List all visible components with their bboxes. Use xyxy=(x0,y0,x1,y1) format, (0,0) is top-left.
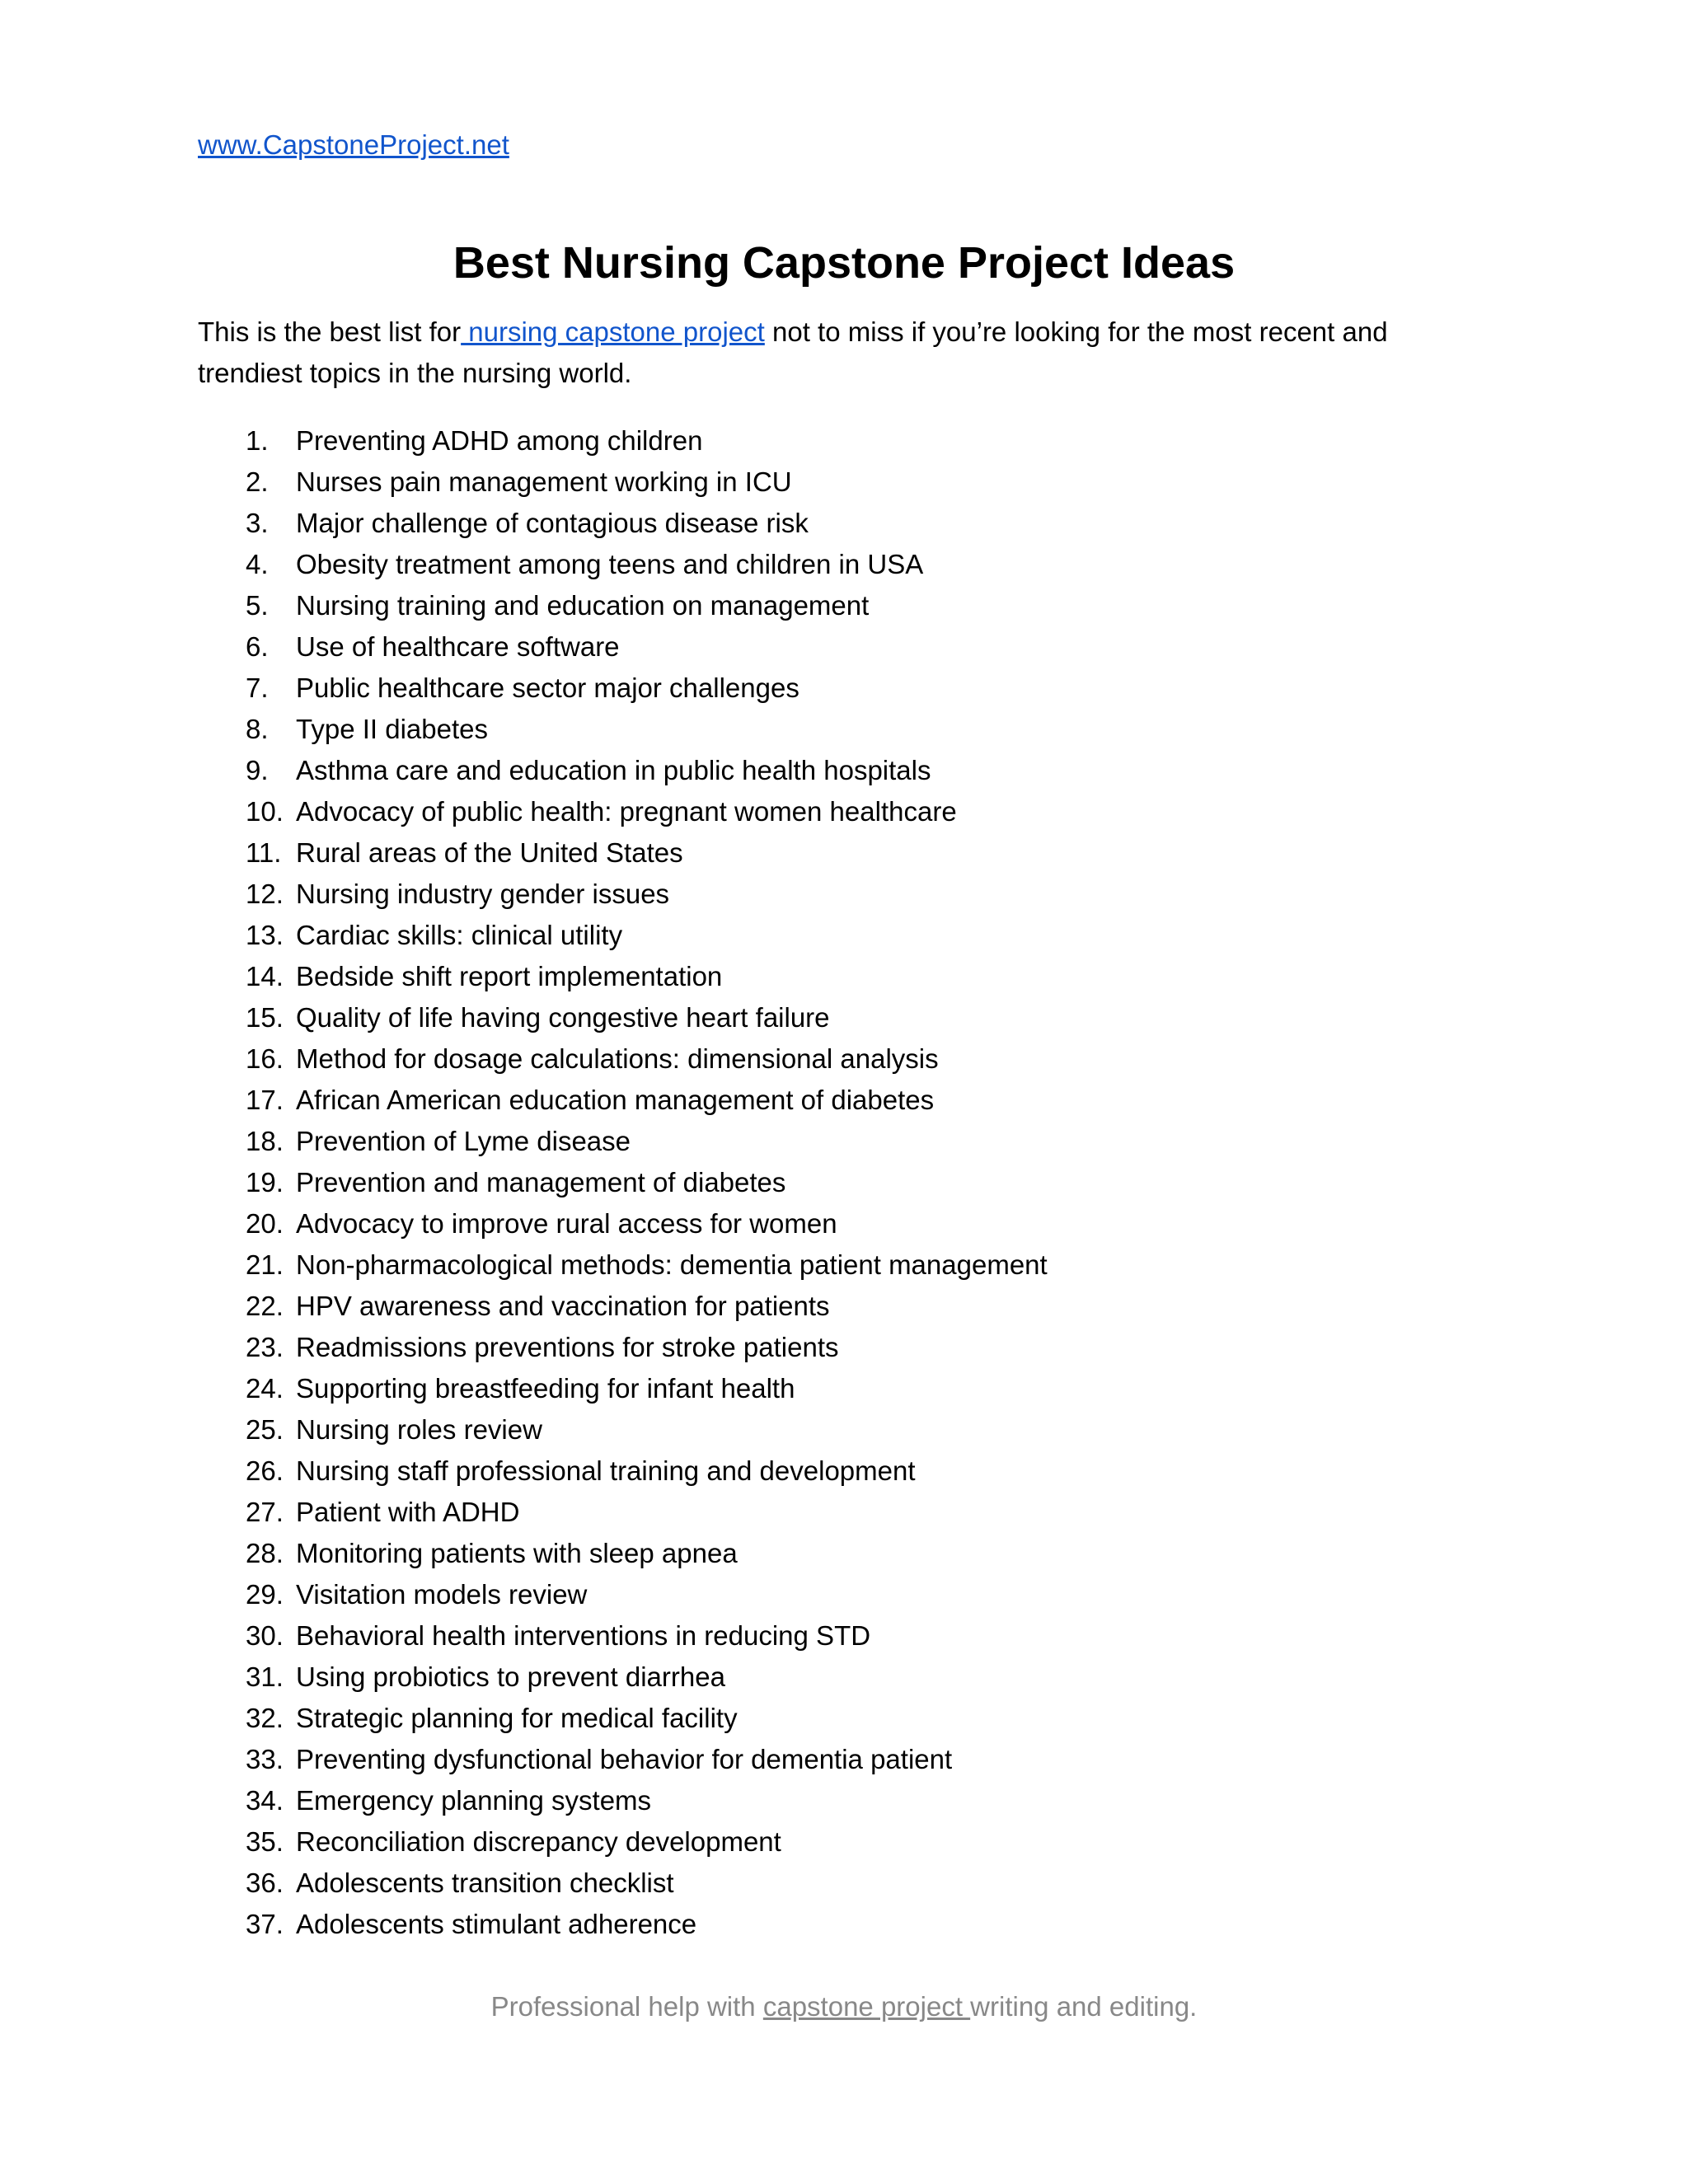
list-item-text: Patient with ADHD xyxy=(296,1497,520,1527)
footer-text-before: Professional help with xyxy=(490,1991,763,2022)
list-item-text: African American education management of diabetes xyxy=(296,1085,935,1115)
list-item-text: Supporting breastfeeding for infant health xyxy=(296,1373,795,1404)
list-item-number: 31. xyxy=(246,1661,284,1692)
list-item-number: 23. xyxy=(246,1332,284,1362)
intro-paragraph xyxy=(198,312,1484,394)
list-item-number: 2. xyxy=(246,466,269,497)
list-item-text: Using probiotics to prevent diarrhea xyxy=(296,1661,725,1692)
list-item-text: Strategic planning for medical facility xyxy=(296,1703,738,1733)
list-item-text: Adolescents transition checklist xyxy=(296,1868,674,1898)
list-item-text: Prevention and management of diabetes xyxy=(296,1167,786,1197)
list-item-number: 37. xyxy=(246,1909,284,1939)
list-item-text: Nursing training and education on management xyxy=(296,590,870,621)
list-item-number: 18. xyxy=(246,1126,284,1156)
list-item-text: Major challenge of contagious disease risk xyxy=(296,508,809,538)
list-item-number: 33. xyxy=(246,1744,284,1774)
footer-text-after: writing and editing. xyxy=(970,1991,1198,2022)
list-item-number: 36. xyxy=(246,1868,284,1898)
list-item-number: 25. xyxy=(246,1414,284,1445)
list-item-number: 10. xyxy=(246,796,284,827)
list-item-text: Adolescents stimulant adherence xyxy=(296,1909,697,1939)
list-item-number: 26. xyxy=(246,1455,284,1486)
list-item-number: 5. xyxy=(246,590,269,621)
list-item-number: 11. xyxy=(246,837,282,868)
list-item-text: Prevention of Lyme disease xyxy=(296,1126,631,1156)
list-item-text: HPV awareness and vaccination for patients xyxy=(296,1291,830,1321)
list-item-number: 7. xyxy=(246,673,269,703)
list-item-text: Nursing staff professional training and development xyxy=(296,1455,916,1486)
list-item-number: 29. xyxy=(246,1579,284,1610)
list-item-number: 27. xyxy=(246,1497,284,1527)
list-item-text: Monitoring patients with sleep apnea xyxy=(296,1538,738,1568)
list-item-text: Public healthcare sector major challenges xyxy=(296,673,799,703)
list-item-number: 19. xyxy=(246,1167,284,1197)
list-item-text: Nursing industry gender issues xyxy=(296,879,670,909)
list-item-number: 1. xyxy=(246,425,269,456)
page-title: Best Nursing Capstone Project Ideas xyxy=(452,238,1236,288)
list-item-text: Bedside shift report implementation xyxy=(296,961,723,991)
list-item-number: 15. xyxy=(246,1002,284,1033)
list-item-text: Asthma care and education in public health hospitals xyxy=(296,755,931,785)
list-item-text: Emergency planning systems xyxy=(296,1785,652,1816)
list-item-number: 6. xyxy=(246,631,269,662)
list-item-number: 13. xyxy=(246,920,284,950)
list-item-number: 32. xyxy=(246,1703,284,1733)
list-item-text: Reconciliation discrepancy development xyxy=(296,1826,781,1857)
list-item-text: Preventing dysfunctional behavior for dementia patient xyxy=(296,1744,953,1774)
list-item-text: Quality of life having congestive heart failure xyxy=(296,1002,830,1033)
list-item-text: Advocacy to improve rural access for women xyxy=(296,1208,837,1239)
footer-note xyxy=(0,1988,1688,2026)
list-item-text: Obesity treatment among teens and children in USA xyxy=(296,549,924,579)
intro-text-after: not to miss if you’re looking for the most recent and trendiest topics in the nursing world. xyxy=(198,316,1388,388)
list-item-text: Advocacy of public health: pregnant women healthcare xyxy=(296,796,957,827)
list-item-text: Nursing roles review xyxy=(296,1414,542,1445)
list-item-number: 17. xyxy=(246,1085,284,1115)
list-item-number: 16. xyxy=(246,1043,284,1074)
capstone-project-link[interactable]: capstone project xyxy=(762,1991,971,2022)
list-item-text: Non-pharmacological methods: dementia patient management xyxy=(296,1249,1048,1280)
nursing-capstone-project-link[interactable]: nursing capstone project xyxy=(461,316,765,347)
list-item-text: Cardiac skills: clinical utility xyxy=(296,920,623,950)
list-item-number: 14. xyxy=(246,961,284,991)
list-item-number: 3. xyxy=(246,508,269,538)
list-item-text: Rural areas of the United States xyxy=(296,837,683,868)
list-item-text: Nurses pain management working in ICU xyxy=(296,466,792,497)
list-item-text: Behavioral health interventions in reducing STD xyxy=(296,1620,871,1651)
list-item-number: 21. xyxy=(246,1249,284,1280)
list-item-text: Method for dosage calculations: dimensional analysis xyxy=(296,1043,939,1074)
list-item-text: Readmissions preventions for stroke patients xyxy=(296,1332,839,1362)
list-item-text: Preventing ADHD among children xyxy=(296,425,703,456)
list-item-number: 8. xyxy=(246,714,269,744)
list-item-number: 28. xyxy=(246,1538,284,1568)
list-item-text: Type II diabetes xyxy=(296,714,488,744)
intro-text-before: This is the best list for xyxy=(198,316,462,347)
site-link[interactable]: www.CapstoneProject.net xyxy=(198,129,509,160)
list-item-text: Visitation models review xyxy=(296,1579,588,1610)
list-item-number: 34. xyxy=(246,1785,284,1816)
list-item-text: Use of healthcare software xyxy=(296,631,620,662)
list-item-number: 30. xyxy=(246,1620,284,1651)
list-item-number: 12. xyxy=(246,879,284,909)
list-item-number: 4. xyxy=(246,549,269,579)
list-item-number: 20. xyxy=(246,1208,284,1239)
list-item-number: 35. xyxy=(246,1826,284,1857)
list-item-number: 9. xyxy=(246,755,269,785)
list-item-number: 24. xyxy=(246,1373,284,1404)
list-item-number: 22. xyxy=(246,1291,284,1321)
